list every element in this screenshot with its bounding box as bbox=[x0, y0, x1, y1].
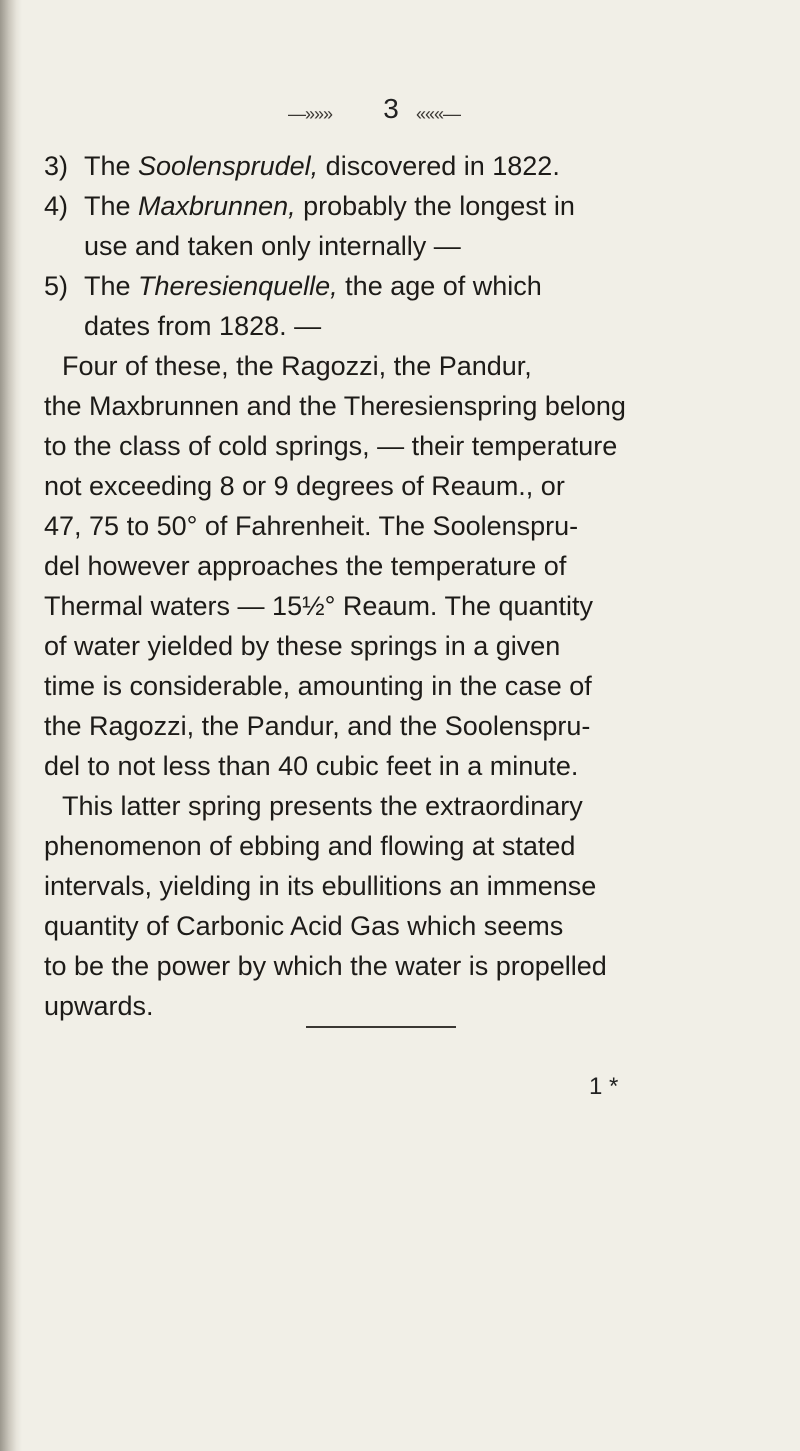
body-text bbox=[44, 146, 786, 1100]
item-number: 3) bbox=[44, 151, 69, 181]
spring-name: Theresienquelle, bbox=[138, 271, 338, 301]
spring-name: Soolensprudel, bbox=[138, 151, 319, 181]
item-5-line-2 bbox=[44, 306, 786, 346]
binding-shadow bbox=[0, 0, 22, 1451]
paragraph-line: the Maxbrunnen and the Theresienspring belong bbox=[44, 391, 626, 421]
paragraph-line: 47, 75 to 50° of Fahrenheit. The Soolenspru- bbox=[44, 511, 579, 541]
left-ornament: —»»» bbox=[288, 104, 333, 124]
item-4-line-2 bbox=[44, 226, 786, 266]
item-text: discovered in 1822. bbox=[318, 151, 560, 181]
item-3-line-1 bbox=[44, 146, 786, 186]
signature-mark: 1 * bbox=[589, 1073, 619, 1100]
paragraph-line: the Ragozzi, the Pandur, and the Soolenspru- bbox=[44, 711, 591, 741]
paragraph-line: intervals, yielding in its ebullitions an immense bbox=[44, 871, 597, 901]
paragraph-line: phenomenon of ebbing and flowing at stated bbox=[44, 831, 576, 861]
paragraph-line: to the class of cold springs, — their temperature bbox=[44, 431, 618, 461]
paragraph-line: Four of these, the Ragozzi, the Pandur, bbox=[62, 351, 532, 381]
item-text: the age of which bbox=[337, 271, 542, 301]
item-text: The bbox=[84, 271, 139, 301]
item-text: probably the longest in bbox=[295, 191, 575, 221]
item-text: The bbox=[84, 151, 139, 181]
item-number: 4) bbox=[44, 191, 69, 221]
right-ornament: «««— bbox=[416, 104, 461, 124]
spring-name: Maxbrunnen, bbox=[138, 191, 296, 221]
paragraph-line: This latter spring presents the extraordinary bbox=[62, 791, 583, 821]
page-header bbox=[0, 92, 800, 132]
item-5-line-1 bbox=[44, 266, 786, 306]
paragraph-line: of water yielded by these springs in a given bbox=[44, 631, 561, 661]
item-text: dates from 1828. — bbox=[84, 311, 322, 341]
paragraph-line: upwards. bbox=[44, 991, 154, 1021]
paragraph-line: del however approaches the temperature of bbox=[44, 551, 567, 581]
item-text: use and taken only internally — bbox=[84, 231, 461, 261]
paragraph-line: Thermal waters — 15½° Reaum. The quantity bbox=[44, 591, 594, 621]
item-4-line-1 bbox=[44, 186, 786, 226]
paragraph-line: quantity of Carbonic Acid Gas which seems bbox=[44, 911, 564, 941]
paragraph-line: time is considerable, amounting in the case of bbox=[44, 671, 592, 701]
item-number: 5) bbox=[44, 271, 69, 301]
page-number: 3 bbox=[383, 93, 399, 124]
paragraph-line: not exceeding 8 or 9 degrees of Reaum., or bbox=[44, 471, 565, 501]
section-rule bbox=[306, 1026, 456, 1028]
paragraph-line: to be the power by which the water is propelled bbox=[44, 951, 607, 981]
paragraph-line: del to not less than 40 cubic feet in a minute. bbox=[44, 751, 579, 781]
item-text: The bbox=[84, 191, 139, 221]
